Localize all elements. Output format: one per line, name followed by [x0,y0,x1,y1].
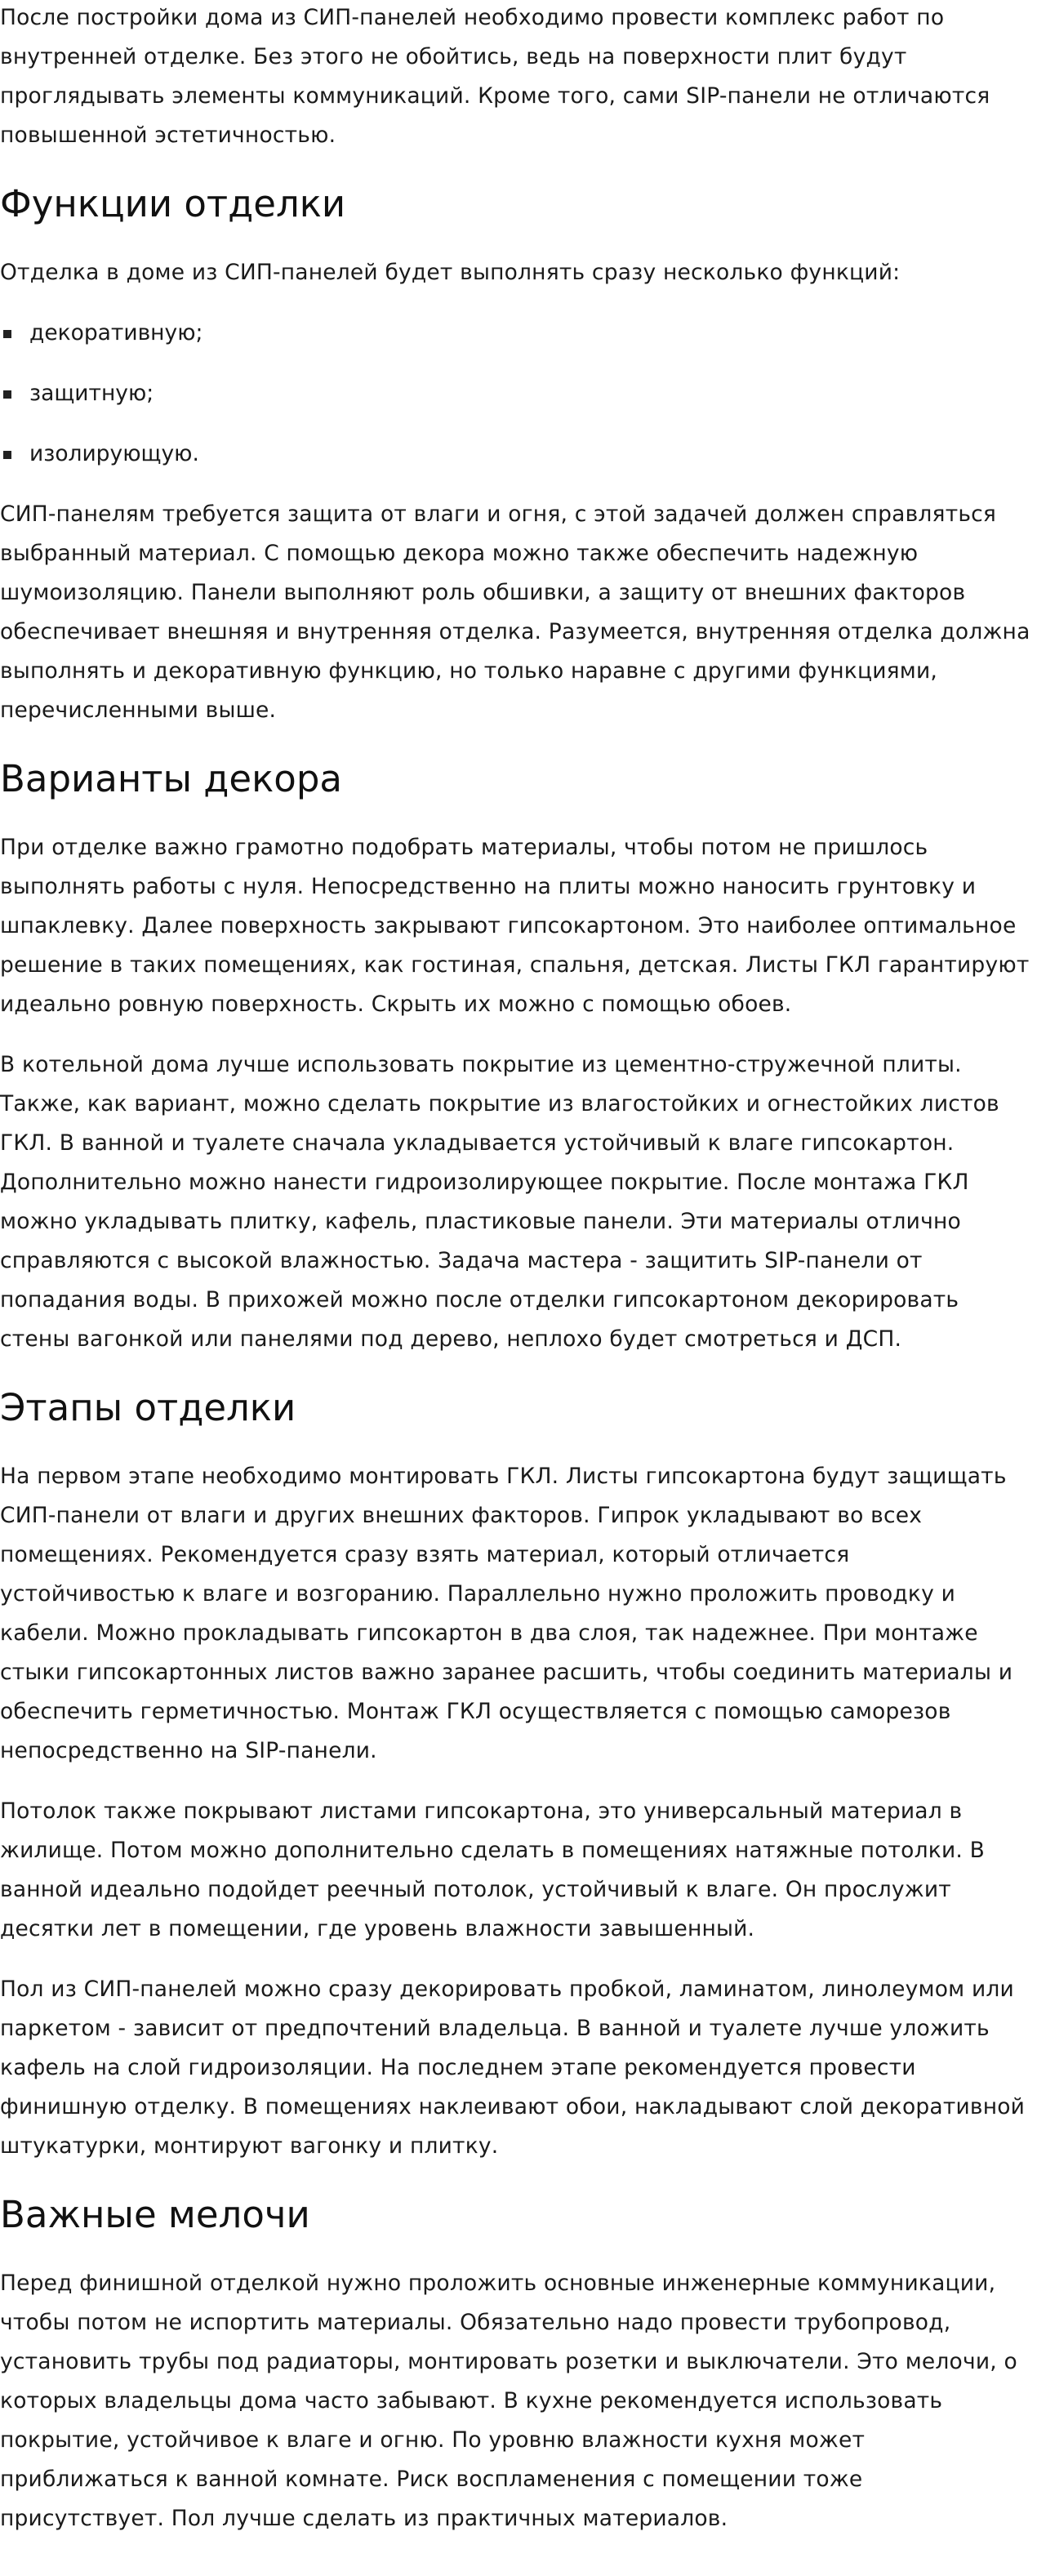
stages-paragraph-3: Пол из СИП-панелей можно сразу декорировать пробкой, ламинатом, линолеумом или паркетом - зависит от предпочтений владельца. В ванной и туалете лучше уложить кафель на слой гидроизоляции. На последнем этапе рекомендуется провести финишную отделку. В помещениях наклеивают обои, накладывают слой декоративной штукатурки, монтируют вагонку и плитку. [0,1977,1026,2159]
decor-paragraph-2: В котельной дома лучше использовать покрытие из цементно-стружечной плиты. Также, как вариант, можно сделать покрытие из влагостойких и огнестойких листов ГКЛ. В ванной и туалете сначала укладывается устойчивый к влаге гипсокартон. Дополнительно можно нанести гидроизолирующее покрытие. После монтажа ГКЛ можно укладывать плитку, кафель, пластиковые панели. Эти материалы отлично справляются с высокой влажностью. Задача мастера - защитить SIP-панели от попадания воды. В прихожей можно после отделки гипсокартоном декорировать стены вагонкой или панелями под дерево, неплохо будет смотреться и ДСП. [0,1052,999,1352]
functions-paragraph: СИП-панелям требуется защита от влаги и огня, с этой задачей должен справляться выбранный материал. С помощью декора можно также обеспечить надежную шумоизоляцию. Панели выполняют роль обшивки, а защиту от внешних факторов обеспечивает внешняя и внутренняя отделка. Разумеется, внутренняя отделка должна выполнять и декоративную функцию, но только наравне с другими функциями, перечисленными выше. [0,501,1030,723]
decor-paragraph-1: При отделке важно грамотно подобрать материалы, чтобы потом не пришлось выполнять работы с нуля. Непосредственно на плиты можно наносить грунтовку и шпаклевку. Далее поверхность закрывают гипсокартоном. Это наиболее оптимальное решение в таких помещениях, как гостиная, спальня, детская. Листы ГКЛ гарантируют идеально ровную поверхность. Скрыть их можно с помощью обоев. [0,835,1030,1017]
bullet-square-icon [3,330,11,338]
list-item [0,374,1030,413]
list-item-label: декоративную; [29,320,203,345]
stages-paragraph-1: На первом этапе необходимо монтировать ГКЛ. Листы гипсокартона будут защищать СИП-панели от влаги и других внешних факторов. Гипрок укладывают во всех помещениях. Рекомендуется сразу взять материал, который отличается устойчивостью к влаге и возгоранию. Параллельно нужно проложить проводку и кабели. Можно прокладывать гипсокартон в два слоя, так надежнее. При монтаже стыки гипсокартонных листов важно заранее расшить, чтобы соединить материалы и обеспечить герметичностью. Монтаж ГКЛ осуществляется с помощью саморезов непосредственно на SIP-панели. [0,1464,1013,1763]
details-paragraph-1: Перед финишной отделкой нужно проложить основные инженерные коммуникации, чтобы потом не испортить материалы. Обязательно надо провести трубопровод, установить трубы под радиаторы, монтировать розетки и выключатели. Это мелочи, о которых владельцы дома часто забывают. В кухне рекомендуется использовать покрытие, устойчивое к влаге и огню. По уровню влажности кухня может приближаться к ванной комнате. Риск воспламенения с помещении тоже присутствует. Пол лучше сделать из практичных материалов. [0,2271,1017,2531]
functions-list [0,314,1030,474]
list-item-label: изолирующую. [29,441,199,466]
heading-important-details: Важные мелочи [0,2193,310,2236]
heading-decor-options: Варианты декора [0,757,342,800]
bullet-square-icon [3,390,11,399]
list-item [0,314,1030,353]
heading-finishing-stages: Этапы отделки [0,1386,296,1429]
bullet-square-icon [3,451,11,459]
heading-functions: Функции отделки [0,182,346,225]
stages-paragraph-2: Потолок также покрывают листами гипсокартона, это универсальный материал в жилище. Потом можно дополнительно сделать в помещениях натяжные потолки. В ванной идеально подойдет реечный потолок, устойчивый к влаге. Он прослужит десятки лет в помещении, где уровень влажности завышенный. [0,1798,985,1941]
list-item [0,435,1030,474]
functions-lead: Отделка в доме из СИП-панелей будет выполнять сразу несколько функций: [0,260,901,285]
intro-paragraph: После постройки дома из СИП-панелей необходимо провести комплекс работ по внутренней отделке. Без этого не обойтись, ведь на поверхности плит будут проглядывать элементы коммуникаций. Кроме того, сами SIP-панели не отличаются повышенной эстетичностью. [0,5,990,148]
list-item-label: защитную; [29,381,154,406]
